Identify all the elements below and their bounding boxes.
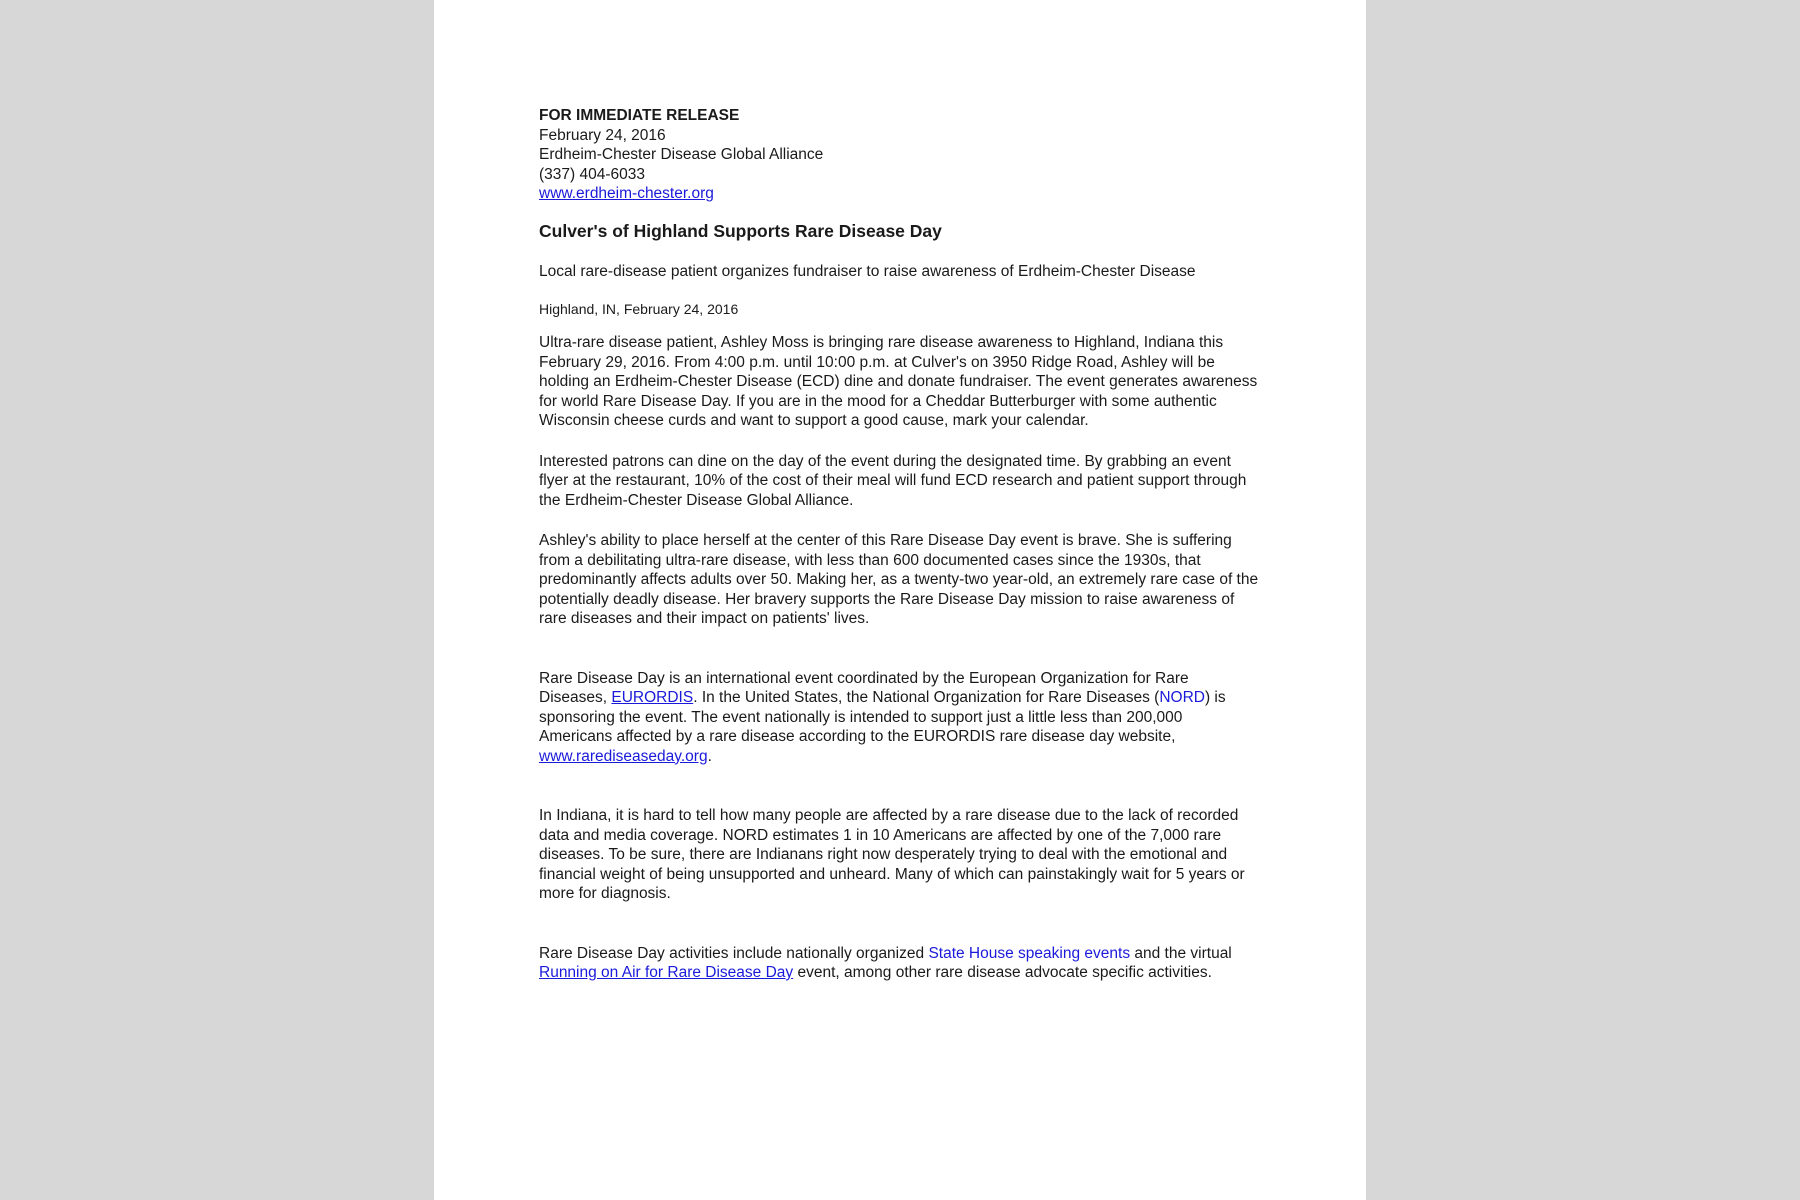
paragraph-3: Ashley's ability to place herself at the center of this Rare Disease Day event is brave. She is suffering from a debilitating ultra-rare disease, with less than 600 documented cases since the 1930s, that predominantly affects adults over 50. Making her, as a twenty-two year-old, an extremely rare case of the potentially deadly disease. Her bravery supports the Rare Disease Day mission to raise awareness of rare diseases and their impact on patients' lives. (539, 532, 1259, 627)
paragraph-6-text-b: and the virtual (1130, 944, 1232, 962)
paragraph-6 (539, 944, 1259, 983)
paragraph-4-text-c: ) is sponsoring the event. The event nationally is intended to support just a little less than 200,000 Americans affected by a rare disease according to the EURORDIS rare disease day website, (539, 689, 1226, 745)
running-on-air-link[interactable]: Running on Air for Rare Disease Day (539, 964, 794, 981)
paragraph-6-text-a: Rare Disease Day activities include nationally organized (539, 944, 929, 962)
paragraph-4-text-a: Rare Disease Day is an international event coordinated by the European Organization for Rare Diseases, (539, 669, 1189, 706)
headline: Culver's of Highland Supports Rare Disease Day (539, 220, 942, 241)
paragraph-2: Interested patrons can dine on the day of the event during the designated time. By grabbing an event flyer at the restaurant, 10% of the cost of their meal will fund ECD research and patient support through the Erdheim-Chester Disease Global Alliance. (539, 452, 1247, 509)
release-date: February 24, 2016 (539, 126, 666, 144)
dateline: Highland, IN, February 24, 2016 (539, 300, 739, 317)
phone-number: (337) 404-6033 (539, 165, 645, 183)
subheadline: Local rare-disease patient organizes fundraiser to raise awareness of Erdheim-Chester Disease (539, 263, 1196, 280)
organization-name: Erdheim-Chester Disease Global Alliance (539, 146, 824, 163)
paragraph-4-text-b: . In the United States, the National Organization for Rare Diseases ( (693, 689, 1160, 706)
press-release-content (539, 106, 1259, 983)
release-label: FOR IMMEDIATE RELEASE (539, 107, 740, 124)
document-page (434, 0, 1366, 1200)
paragraph-4 (539, 669, 1259, 767)
paragraph-4-text-d: . (707, 747, 712, 765)
nord-link[interactable]: NORD (1159, 689, 1205, 706)
paragraph-5: In Indiana, it is hard to tell how many people are affected by a rare disease due to the lack of recorded data and media coverage. NORD estimates 1 in 10 Americans are affected by one of the 7,000 rare diseases. To be sure, there are Indianans right now desperately trying to deal with the emotional and financial weight of being unsupported and unheard. Many of which can painstakingly wait for 5 years or more for diagnosis. (539, 807, 1245, 902)
paragraph-1: Ultra-rare disease patient, Ashley Moss is bringing rare disease awareness to Highland, Indiana this February 29, 2016. From 4:00 p.m. until 10:00 p.m. at Culver's on 3950 Ridge Road, Ashley will be holding an Erdheim-Chester Disease (ECD) dine and donate fundraiser. The event generates awareness for world Rare Disease Day. If you are in the mood for a Cheddar Butterburger with some authentic Wisconsin cheese curds and want to support a good cause, mark your calendar. (539, 334, 1258, 429)
website-link[interactable]: www.erdheim-chester.org (539, 185, 714, 202)
paragraph-6-text-c: event, among other rare disease advocate specific activities. (793, 964, 1212, 981)
rarediseaseday-link[interactable]: www.rarediseaseday.org (539, 747, 708, 765)
eurordis-link[interactable]: EURORDIS (611, 689, 694, 706)
state-house-link[interactable]: State House speaking events (928, 944, 1131, 962)
